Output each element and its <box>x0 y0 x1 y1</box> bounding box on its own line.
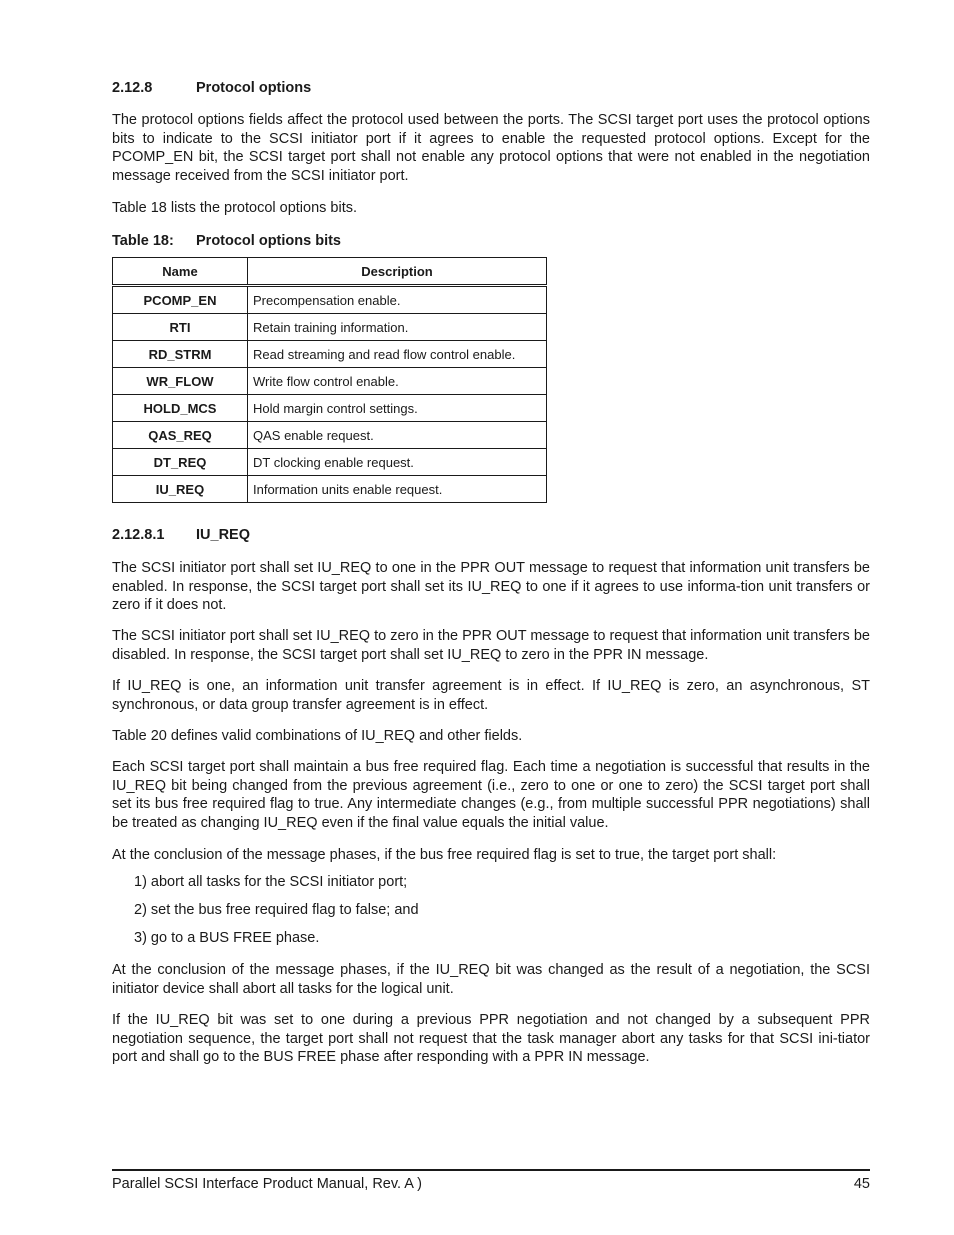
table-row <box>113 476 547 503</box>
option-description: DT clocking enable request. <box>248 449 547 476</box>
option-name: RTI <box>113 314 248 341</box>
list-item: 2) set the bus free required flag to false; and <box>134 902 419 918</box>
option-description: Write flow control enable. <box>248 368 547 395</box>
intro-paragraph: The protocol options fields affect the protocol used between the ports. The SCSI target port uses the protocol options bits to indicate to the SCSI initiator port if it agrees to enable the requested protocol options. Except for the PCOMP_EN bit, the SCSI target port shall not enable any protocol options that were not enabled in the negotiation message received from the SCSI initiator port. <box>112 112 870 185</box>
section-title: Protocol options <box>196 80 312 96</box>
option-description: Precompensation enable. <box>248 286 547 314</box>
table-row <box>113 449 547 476</box>
option-description: Hold margin control settings. <box>248 395 547 422</box>
footer-divider <box>112 1169 870 1171</box>
option-description: Retain training information. <box>248 314 547 341</box>
option-name: PCOMP_EN <box>113 286 248 314</box>
table-row <box>113 395 547 422</box>
option-description: QAS enable request. <box>248 422 547 449</box>
option-name: RD_STRM <box>113 341 248 368</box>
option-description: Read streaming and read flow control enable. <box>248 341 547 368</box>
paragraph: If IU_REQ is one, an information unit transfer agreement is in effect. If IU_REQ is zero, an asynchronous, ST synchronous, or data group transfer agreement is in effect. <box>112 678 870 713</box>
subsection-title: IU_REQ <box>196 527 250 543</box>
option-name: DT_REQ <box>113 449 248 476</box>
paragraph: Table 20 defines valid combinations of IU_REQ and other fields. <box>112 728 523 744</box>
table-caption-title: Protocol options bits <box>196 233 341 249</box>
section-heading <box>112 80 311 96</box>
list-item: 1) abort all tasks for the SCSI initiator port; <box>134 874 408 890</box>
paragraph: At the conclusion of the message phases, if the bus free required flag is set to true, the target port shall: <box>112 847 777 863</box>
header-description: Description <box>248 258 547 286</box>
option-name: QAS_REQ <box>113 422 248 449</box>
option-name: WR_FLOW <box>113 368 248 395</box>
paragraph: If the IU_REQ bit was set to one during a previous PPR negotiation and not changed by a subsequent PPR negotiation sequence, the target port shall not request that the task manager abort any tasks for that SCSI ini-tiator port and shall go to the BUS FREE phase after responding with a PPR IN message. <box>112 1012 870 1066</box>
paragraph: The SCSI initiator port shall set IU_REQ to zero in the PPR OUT message to request that information unit transfers be disabled. In response, the SCSI target port shall set IU_REQ to zero in the PPR IN message. <box>112 628 870 663</box>
table-header-row <box>113 258 547 286</box>
option-name: HOLD_MCS <box>113 395 248 422</box>
table-row <box>113 422 547 449</box>
subsection-number: 2.12.8.1 <box>112 527 165 543</box>
table-row <box>113 314 547 341</box>
table-row <box>113 286 547 314</box>
paragraph: The SCSI initiator port shall set IU_REQ to one in the PPR OUT message to request that information unit transfers be enabled. In response, the SCSI target port shall set its IU_REQ to one if it agrees to use informa-tion unit transfers or zero if it does not. <box>112 560 870 614</box>
paragraph: Each SCSI target port shall maintain a bus free required flag. Each time a negotiation is successful that results in the IU_REQ bit being changed from the previous agreement (i.e., zero to one or one to zero) the SCSI target port shall set its bus free required flag to true. Any intermediate changes (e.g., from multiple successful PPR negotiations) shall be treated as changing IU_REQ even if the final value equals the initial value. <box>112 759 870 832</box>
paragraph: At the conclusion of the message phases, if the IU_REQ bit was changed as the result of a negotiation, the SCSI initiator device shall abort all tasks for the logical unit. <box>112 962 870 997</box>
table-row <box>113 368 547 395</box>
footer-title: Parallel SCSI Interface Product Manual, Rev. A ) <box>112 1176 423 1192</box>
table-row <box>113 341 547 368</box>
option-name: IU_REQ <box>113 476 248 503</box>
section-number: 2.12.8 <box>112 80 153 96</box>
table-reference: Table 18 lists the protocol options bits. <box>112 200 358 216</box>
table-caption <box>112 233 341 249</box>
list-item: 3) go to a BUS FREE phase. <box>134 930 320 946</box>
option-description: Information units enable request. <box>248 476 547 503</box>
table-caption-number: Table 18: <box>112 233 174 249</box>
page-number: 45 <box>853 1176 870 1192</box>
protocol-options-table <box>112 257 547 503</box>
header-name: Name <box>113 258 248 286</box>
subsection-heading <box>112 527 250 543</box>
